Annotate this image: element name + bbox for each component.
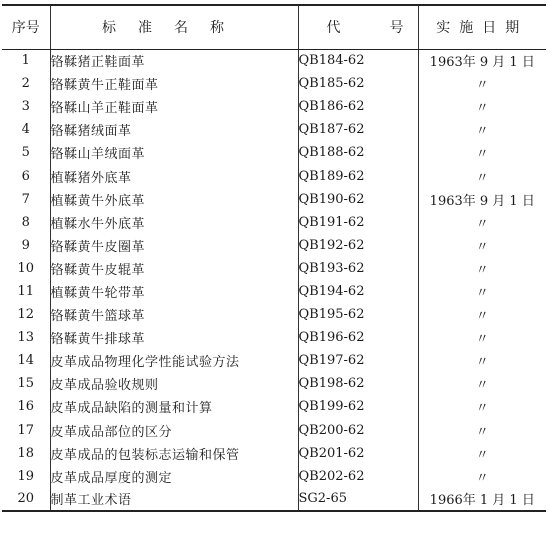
- cell-code: QB193-62: [298, 257, 418, 280]
- cell-date: 〃: [475, 239, 489, 255]
- cell-date: 〃: [475, 101, 489, 117]
- cell-standard-name: 皮革成品的包装标志运输和保管: [50, 442, 298, 465]
- cell-standard-name: 铬鞣猪绒面革: [50, 118, 298, 141]
- table-row: [2, 419, 546, 442]
- cell-standard-name: 铬鞣黄牛排球革: [50, 326, 298, 349]
- cell-serial-number: 15: [2, 372, 50, 395]
- cell-date: 〃: [475, 78, 489, 94]
- cell-date: 〃: [475, 170, 489, 186]
- cell-date: 〃: [475, 285, 489, 301]
- cell-serial-number: 3: [2, 95, 50, 118]
- table-row: [2, 257, 546, 280]
- cell-standard-name: 植鞣水牛外底革: [50, 211, 298, 234]
- cell-standard-name: 皮革成品部位的区分: [50, 419, 298, 442]
- cell-code: QB197-62: [298, 349, 418, 372]
- cell-serial-number: 5: [2, 141, 50, 164]
- cell-serial-number: 19: [2, 465, 50, 488]
- cell-code: QB187-62: [298, 118, 418, 141]
- cell-code: QB202-62: [298, 465, 418, 488]
- cell-date: 〃: [475, 124, 489, 140]
- standards-table: [2, 4, 546, 512]
- cell-serial-number: 9: [2, 234, 50, 257]
- cell-standard-name: 植鞣黄牛轮带革: [50, 280, 298, 303]
- table-row: [2, 280, 546, 303]
- cell-standard-name: 铬鞣黄牛篮球革: [50, 303, 298, 326]
- cell-standard-name: 铬鞣黄牛皮辊革: [50, 257, 298, 280]
- cell-standard-name: 植鞣黄牛外底革: [50, 188, 298, 211]
- cell-code: QB192-62: [298, 234, 418, 257]
- cell-code: QB199-62: [298, 395, 418, 418]
- cell-standard-name: 铬鞣山羊绒面革: [50, 141, 298, 164]
- cell-date: 〃: [475, 447, 489, 463]
- cell-serial-number: 11: [2, 280, 50, 303]
- cell-standard-name: 植鞣猪外底革: [50, 164, 298, 187]
- table-header-row: [2, 5, 546, 49]
- cell-date: 〃: [475, 470, 489, 486]
- cell-code: QB200-62: [298, 419, 418, 442]
- cell-date: 〃: [475, 401, 489, 417]
- cell-date: 〃: [475, 355, 489, 371]
- cell-serial-number: 2: [2, 72, 50, 95]
- cell-date: 1963年 9 月 1 日: [429, 193, 535, 209]
- table-row: [2, 349, 546, 372]
- table-row: [2, 442, 546, 465]
- cell-code: QB184-62: [298, 49, 418, 72]
- cell-date: 1963年 9 月 1 日: [429, 55, 535, 71]
- header-code-left: 代: [326, 20, 341, 37]
- header-implementation-date: 实施日期: [418, 5, 546, 49]
- cell-standard-name: 铬鞣黄牛皮圈革: [50, 234, 298, 257]
- cell-code: QB186-62: [298, 95, 418, 118]
- cell-standard-name: 皮革成品验收规则: [50, 372, 298, 395]
- cell-date: 〃: [475, 378, 489, 394]
- cell-date: 〃: [475, 424, 489, 440]
- table-row: [2, 372, 546, 395]
- cell-standard-name: 铬鞣山羊正鞋面革: [50, 95, 298, 118]
- table-row: [2, 95, 546, 118]
- cell-serial-number: 14: [2, 349, 50, 372]
- table-row: [2, 49, 546, 72]
- cell-date: 〃: [475, 216, 489, 232]
- header-serial-number: 序号: [2, 5, 50, 49]
- cell-code: QB189-62: [298, 164, 418, 187]
- table-row: [2, 141, 546, 164]
- cell-serial-number: 10: [2, 257, 50, 280]
- cell-date: 〃: [475, 309, 489, 325]
- cell-serial-number: 6: [2, 164, 50, 187]
- cell-date: 1966年 1 月 1 日: [418, 488, 546, 511]
- cell-standard-name: 皮革成品厚度的测定: [50, 465, 298, 488]
- table-row: [2, 488, 546, 511]
- table-row: [2, 188, 546, 211]
- cell-standard-name: 制革工业术语: [50, 488, 298, 511]
- cell-serial-number: 12: [2, 303, 50, 326]
- table-row: [2, 211, 546, 234]
- cell-serial-number: 13: [2, 326, 50, 349]
- table-row: [2, 118, 546, 141]
- cell-date: 〃: [475, 332, 489, 348]
- cell-code: QB185-62: [298, 72, 418, 95]
- cell-serial-number: 17: [2, 419, 50, 442]
- cell-serial-number: 4: [2, 118, 50, 141]
- cell-standard-name: 皮革成品缺陷的测量和计算: [50, 395, 298, 418]
- table-row: [2, 395, 546, 418]
- cell-code: QB190-62: [298, 188, 418, 211]
- header-code-right: 号: [389, 20, 404, 37]
- header-standard-name: 标准名称: [50, 5, 298, 49]
- cell-standard-name: 铬鞣猪正鞋面革: [50, 49, 298, 72]
- cell-code: QB198-62: [298, 372, 418, 395]
- cell-serial-number: 7: [2, 188, 50, 211]
- cell-standard-name: 铬鞣黄牛正鞋面革: [50, 72, 298, 95]
- cell-code: QB195-62: [298, 303, 418, 326]
- cell-code: SG2-65: [298, 488, 418, 511]
- header-code: [298, 5, 418, 49]
- cell-code: QB188-62: [298, 141, 418, 164]
- table-row: [2, 72, 546, 95]
- cell-code: QB194-62: [298, 280, 418, 303]
- table-body: [2, 49, 546, 511]
- cell-code: QB201-62: [298, 442, 418, 465]
- cell-serial-number: 8: [2, 211, 50, 234]
- cell-serial-number: 16: [2, 395, 50, 418]
- table-row: [2, 326, 546, 349]
- table-row: [2, 164, 546, 187]
- cell-serial-number: 18: [2, 442, 50, 465]
- cell-standard-name: 皮革成品物理化学性能试验方法: [50, 349, 298, 372]
- cell-date: 〃: [475, 147, 489, 163]
- cell-code: QB191-62: [298, 211, 418, 234]
- cell-serial-number: 20: [2, 488, 50, 511]
- cell-serial-number: 1: [2, 49, 50, 72]
- table-row: [2, 465, 546, 488]
- table-row: [2, 303, 546, 326]
- table-row: [2, 234, 546, 257]
- cell-date: 〃: [475, 262, 489, 278]
- cell-code: QB196-62: [298, 326, 418, 349]
